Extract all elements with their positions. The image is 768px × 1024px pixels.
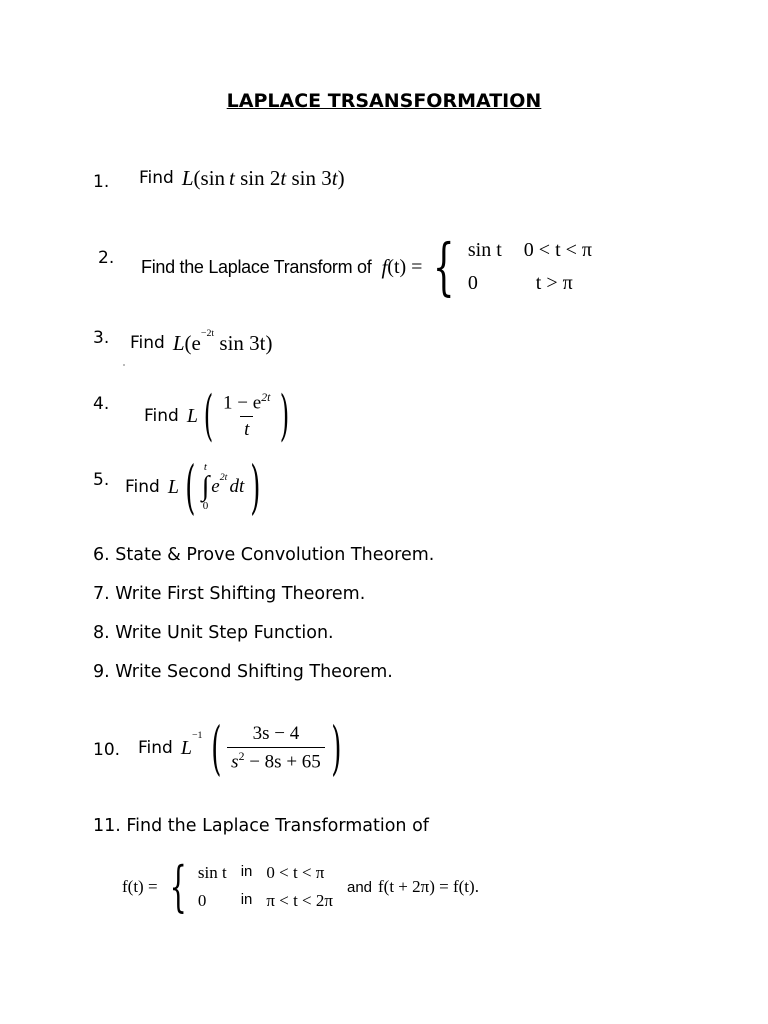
case-2-range: π < t < 2π (266, 891, 333, 910)
integral (202, 462, 210, 512)
case-2-range: t > π (535, 272, 573, 294)
periodic-condition: f(t + 2π) = f(t) (378, 877, 475, 896)
expr-part: sin 3 (286, 165, 332, 190)
find-label: Find (138, 738, 173, 758)
expr-part: (e (184, 330, 201, 355)
lower-limit: 0 (202, 500, 209, 512)
variable-t: t (229, 165, 235, 190)
case-1-range: 0 < t < π (266, 863, 325, 882)
question-8: 8. Write Unit Step Function. (93, 623, 334, 643)
expr-part: sin 3t) (214, 330, 273, 355)
function-f: f(t) = (122, 877, 158, 896)
left-paren: ( (203, 384, 214, 447)
find-label: Find (144, 406, 179, 426)
right-paren: ) (280, 384, 290, 447)
question-11-formula (122, 856, 479, 918)
integrand: e (211, 476, 220, 497)
case-2-value: 0 (467, 272, 478, 294)
and-label: and (346, 878, 373, 896)
case-1-range: 0 < t < π (523, 239, 593, 261)
laplace-operator: L (181, 165, 194, 190)
question-10-number: 10. (93, 740, 121, 760)
case-1-in: in (240, 863, 253, 880)
question-11: 11. Find the Laplace Transformation of (93, 816, 429, 836)
case-2-in: in (240, 891, 253, 908)
inverse-exponent: −1 (191, 730, 203, 741)
right-paren: ) (331, 714, 342, 782)
square-exponent: 2 (238, 749, 245, 763)
question-4-formula (144, 386, 295, 446)
question-2-formula (141, 232, 592, 302)
fraction (227, 723, 325, 773)
question-2-number: 2. (98, 248, 115, 268)
function-f: f (381, 254, 388, 279)
case-2-value: 0 (197, 891, 207, 910)
numerator: 3s − 4 (252, 722, 300, 744)
right-paren: ) (250, 453, 261, 521)
function-arg: (t) = (387, 255, 423, 278)
question-2-text: Find the Laplace Transform of (141, 256, 372, 277)
question-1-number: 1. (93, 172, 110, 192)
expr-part: (sin (193, 165, 226, 190)
case-1-value: sin t (467, 239, 502, 261)
question-5-formula (125, 453, 267, 521)
question-4-number: 4. (93, 394, 110, 414)
stray-dot (123, 364, 125, 366)
question-6: 6. State & Prove Convolution Theorem. (93, 545, 435, 565)
laplace-operator: L (180, 736, 192, 759)
laplace-operator: L (172, 330, 185, 355)
case-1-value: sin t (197, 863, 227, 882)
denominator-s: s (231, 751, 239, 773)
question-7: 7. Write First Shifting Theorem. (93, 584, 366, 604)
piecewise-cases (468, 239, 592, 295)
denominator-rest: − 8s + 65 (244, 751, 321, 773)
find-label: Find (125, 477, 160, 497)
denominator: t (240, 416, 253, 441)
question-3-formula (130, 326, 273, 360)
expr-part: ) (337, 165, 345, 190)
question-5-number: 5. (93, 470, 110, 490)
left-brace: { (433, 230, 456, 303)
laplace-operator: L (167, 475, 179, 498)
exponent: −2t (200, 328, 215, 339)
piecewise-cases (198, 863, 333, 911)
variable-t: t (331, 165, 338, 190)
exponent: 2t (261, 390, 271, 404)
question-1-formula (139, 163, 345, 193)
numerator: 1 − e (223, 392, 262, 414)
left-paren: ( (210, 714, 221, 782)
page-title: LAPLACE TRSANSFORMATION (226, 90, 542, 112)
left-paren: ( (185, 453, 196, 521)
left-brace: { (169, 855, 187, 918)
laplace-operator: L (186, 404, 198, 427)
fraction (219, 391, 274, 441)
question-10-formula (138, 714, 347, 782)
question-9: 9. Write Second Shifting Theorem. (93, 662, 393, 682)
variable-t: t (280, 165, 287, 190)
question-3-number: 3. (93, 328, 110, 348)
upper-limit: t (203, 461, 207, 473)
differential: dt (229, 476, 245, 497)
integral-sign: ∫ (201, 471, 210, 502)
exponent: 2t (219, 472, 228, 483)
expr-part: sin 2 (234, 165, 281, 190)
find-label: Find (130, 333, 165, 353)
period-dot: . (474, 877, 479, 896)
find-label: Find (139, 168, 174, 188)
